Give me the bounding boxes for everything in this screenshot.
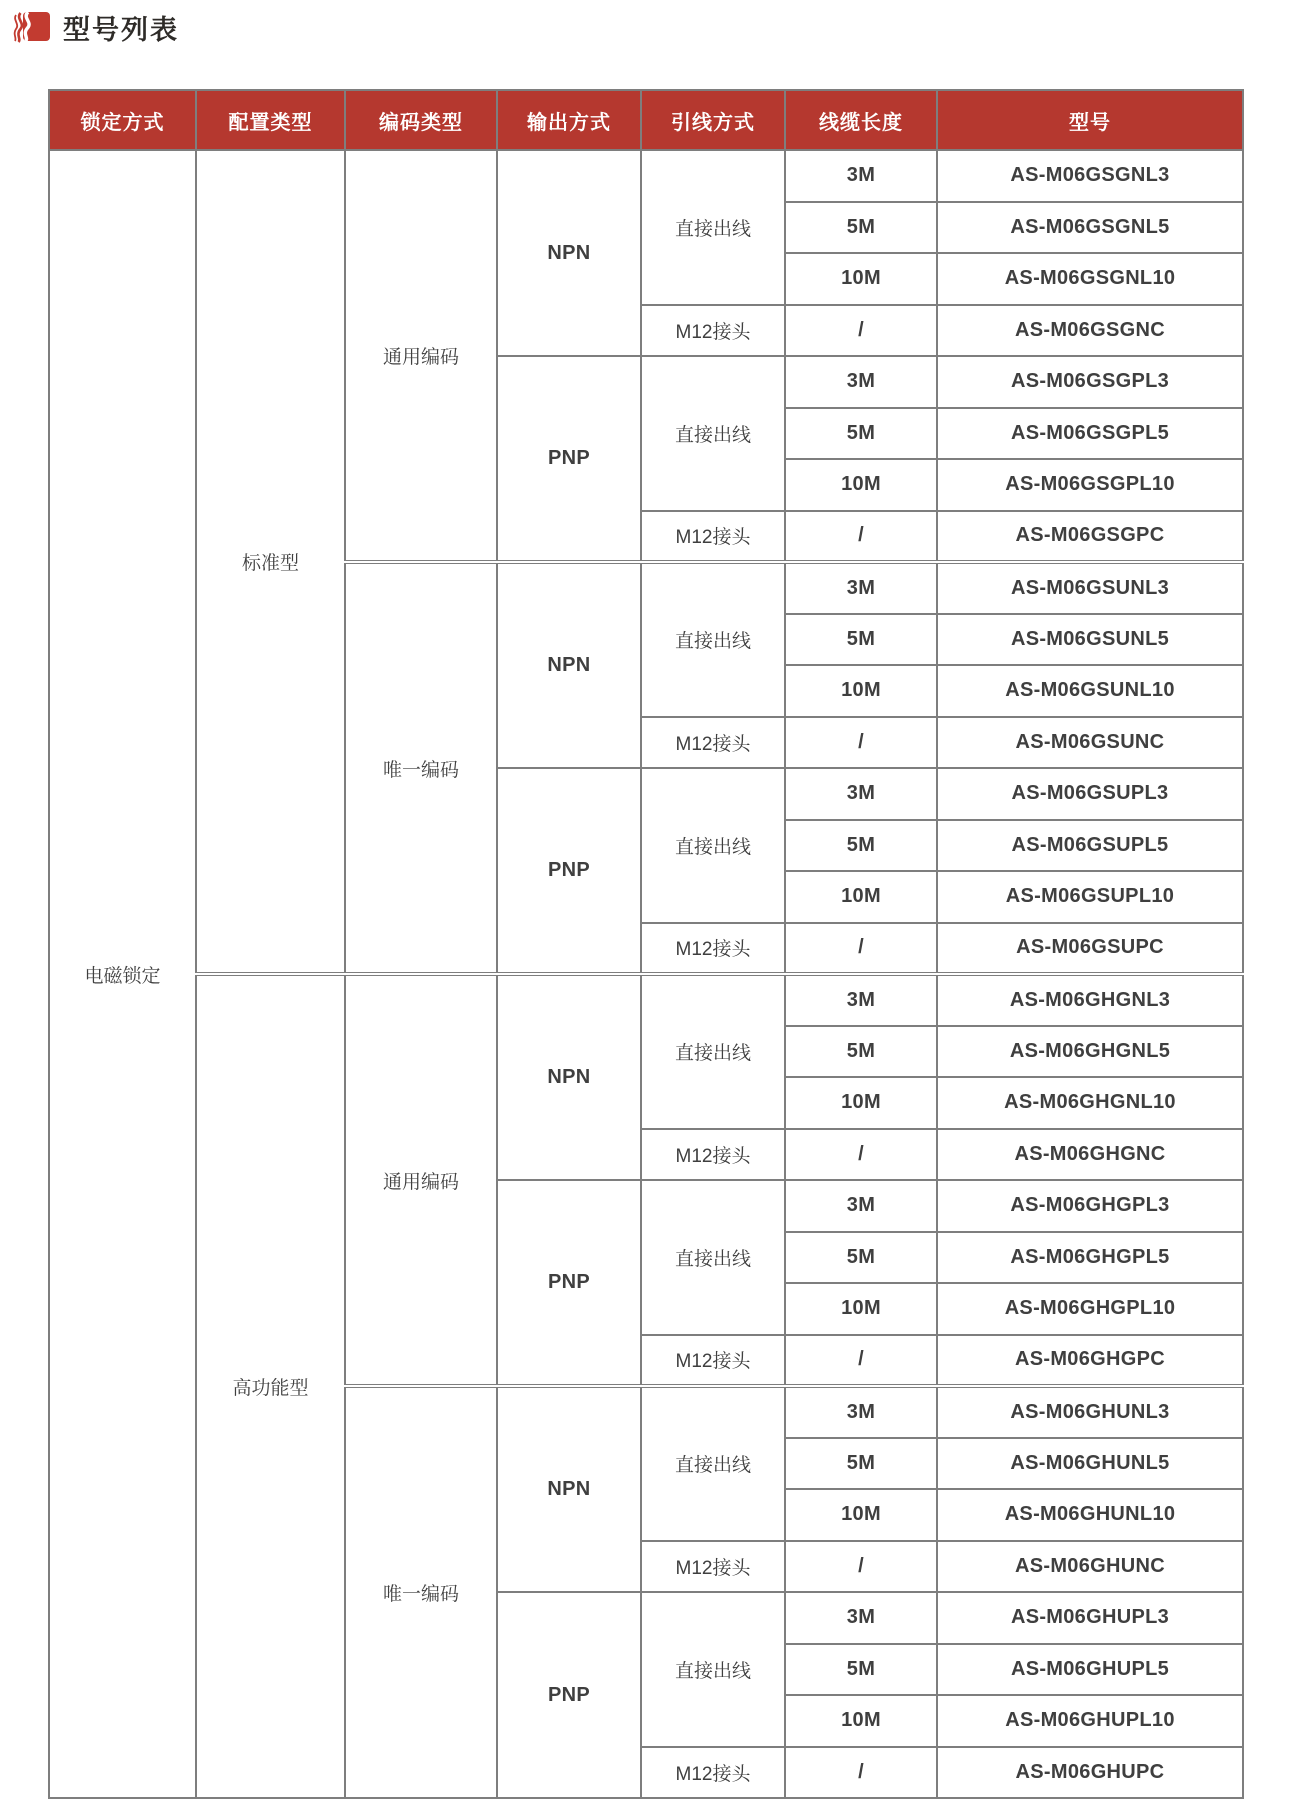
coding-type-cell: 通用编码: [345, 150, 497, 562]
cable-length-cell: 10M: [785, 459, 937, 511]
model-number-cell: AS-M06GSGPL10: [937, 459, 1243, 511]
cable-length-cell: 3M: [785, 1180, 937, 1232]
cable-length-cell: /: [785, 305, 937, 357]
coding-type-cell: 通用编码: [345, 974, 497, 1386]
cable-length-cell: 10M: [785, 1695, 937, 1747]
logo-flame-icon: [12, 10, 52, 44]
model-number-cell: AS-M06GHGPL5: [937, 1232, 1243, 1284]
model-number-cell: AS-M06GSUPL5: [937, 820, 1243, 872]
model-number-cell: AS-M06GSGPL5: [937, 408, 1243, 460]
model-number-cell: AS-M06GSUNL3: [937, 562, 1243, 614]
cable-length-cell: 5M: [785, 202, 937, 254]
column-header: 配置类型: [196, 90, 345, 150]
wiring-mode-cell: M12接头: [641, 1541, 785, 1593]
output-mode-cell: PNP: [497, 356, 641, 562]
wiring-mode-cell: 直接出线: [641, 562, 785, 717]
cable-length-cell: 10M: [785, 253, 937, 305]
cable-length-cell: 3M: [785, 150, 937, 202]
column-header: 线缆长度: [785, 90, 937, 150]
wiring-mode-cell: M12接头: [641, 923, 785, 975]
cable-length-cell: 10M: [785, 871, 937, 923]
coding-type-cell: 唯一编码: [345, 562, 497, 974]
column-header: 锁定方式: [49, 90, 196, 150]
cable-length-cell: 5M: [785, 614, 937, 666]
cable-length-cell: 3M: [785, 768, 937, 820]
coding-type-cell: 唯一编码: [345, 1386, 497, 1798]
output-mode-cell: NPN: [497, 150, 641, 356]
table-row: [49, 150, 1243, 202]
cable-length-cell: /: [785, 717, 937, 769]
model-number-cell: AS-M06GSGNL3: [937, 150, 1243, 202]
wiring-mode-cell: 直接出线: [641, 150, 785, 305]
model-number-cell: AS-M06GHGPL3: [937, 1180, 1243, 1232]
model-number-cell: AS-M06GSGNL10: [937, 253, 1243, 305]
cable-length-cell: /: [785, 923, 937, 975]
cable-length-cell: 10M: [785, 1283, 937, 1335]
wiring-mode-cell: M12接头: [641, 1335, 785, 1387]
output-mode-cell: PNP: [497, 768, 641, 974]
model-number-cell: AS-M06GHUPL10: [937, 1695, 1243, 1747]
model-number-cell: AS-M06GHUNL5: [937, 1438, 1243, 1490]
wiring-mode-cell: 直接出线: [641, 974, 785, 1129]
model-number-cell: AS-M06GHUPC: [937, 1747, 1243, 1799]
wiring-mode-cell: 直接出线: [641, 1592, 785, 1747]
model-number-cell: AS-M06GSGPC: [937, 511, 1243, 563]
model-number-cell: AS-M06GHUNL10: [937, 1489, 1243, 1541]
page-title: 型号列表: [63, 14, 179, 45]
cable-length-cell: /: [785, 1747, 937, 1799]
model-table-container: [48, 89, 1244, 1799]
column-header: 编码类型: [345, 90, 497, 150]
config-type-cell: 高功能型: [196, 974, 345, 1798]
cable-length-cell: 5M: [785, 1232, 937, 1284]
cable-length-cell: /: [785, 1335, 937, 1387]
cable-length-cell: 3M: [785, 974, 937, 1026]
cable-length-cell: 5M: [785, 820, 937, 872]
cable-length-cell: 5M: [785, 408, 937, 460]
cable-length-cell: 3M: [785, 1386, 937, 1438]
cable-length-cell: 3M: [785, 562, 937, 614]
model-number-cell: AS-M06GSUNL5: [937, 614, 1243, 666]
cable-length-cell: 10M: [785, 1489, 937, 1541]
cable-length-cell: 10M: [785, 1077, 937, 1129]
cable-length-cell: 5M: [785, 1644, 937, 1696]
model-number-cell: AS-M06GSUNL10: [937, 665, 1243, 717]
model-number-cell: AS-M06GSUNC: [937, 717, 1243, 769]
page-header: [12, 6, 179, 48]
header-row: [49, 90, 1243, 150]
model-number-cell: AS-M06GHGPL10: [937, 1283, 1243, 1335]
model-number-cell: AS-M06GSUPL10: [937, 871, 1243, 923]
model-number-cell: AS-M06GSGNL5: [937, 202, 1243, 254]
model-number-cell: AS-M06GHUNC: [937, 1541, 1243, 1593]
output-mode-cell: PNP: [497, 1592, 641, 1798]
model-number-cell: AS-M06GHUPL5: [937, 1644, 1243, 1696]
model-number-cell: AS-M06GSGPL3: [937, 356, 1243, 408]
table-body: [49, 150, 1243, 1798]
model-number-cell: AS-M06GHGPC: [937, 1335, 1243, 1387]
wiring-mode-cell: M12接头: [641, 1747, 785, 1799]
cable-length-cell: /: [785, 1541, 937, 1593]
column-header: 输出方式: [497, 90, 641, 150]
column-header: 引线方式: [641, 90, 785, 150]
cable-length-cell: 5M: [785, 1438, 937, 1490]
cable-length-cell: 5M: [785, 1026, 937, 1078]
wiring-mode-cell: M12接头: [641, 1129, 785, 1181]
locking-method-cell: 电磁锁定: [49, 150, 196, 1798]
wiring-mode-cell: 直接出线: [641, 1386, 785, 1541]
wiring-mode-cell: M12接头: [641, 717, 785, 769]
model-number-cell: AS-M06GHGNL3: [937, 974, 1243, 1026]
column-header: 型号: [937, 90, 1243, 150]
cable-length-cell: 3M: [785, 1592, 937, 1644]
cable-length-cell: /: [785, 1129, 937, 1181]
model-number-cell: AS-M06GHGNL5: [937, 1026, 1243, 1078]
config-type-cell: 标准型: [196, 150, 345, 974]
model-list-table: [48, 89, 1244, 1799]
wiring-mode-cell: 直接出线: [641, 356, 785, 511]
wiring-mode-cell: 直接出线: [641, 1180, 785, 1335]
table-row: [49, 974, 1243, 1026]
cable-length-cell: 3M: [785, 356, 937, 408]
cable-length-cell: /: [785, 511, 937, 563]
output-mode-cell: NPN: [497, 1386, 641, 1592]
output-mode-cell: PNP: [497, 1180, 641, 1386]
model-number-cell: AS-M06GHGNC: [937, 1129, 1243, 1181]
model-number-cell: AS-M06GSUPL3: [937, 768, 1243, 820]
model-number-cell: AS-M06GHUNL3: [937, 1386, 1243, 1438]
model-number-cell: AS-M06GSGNC: [937, 305, 1243, 357]
wiring-mode-cell: M12接头: [641, 511, 785, 563]
wiring-mode-cell: M12接头: [641, 305, 785, 357]
cable-length-cell: 10M: [785, 665, 937, 717]
wiring-mode-cell: 直接出线: [641, 768, 785, 923]
model-number-cell: AS-M06GHGNL10: [937, 1077, 1243, 1129]
model-number-cell: AS-M06GHUPL3: [937, 1592, 1243, 1644]
output-mode-cell: NPN: [497, 562, 641, 768]
output-mode-cell: NPN: [497, 974, 641, 1180]
model-number-cell: AS-M06GSUPC: [937, 923, 1243, 975]
